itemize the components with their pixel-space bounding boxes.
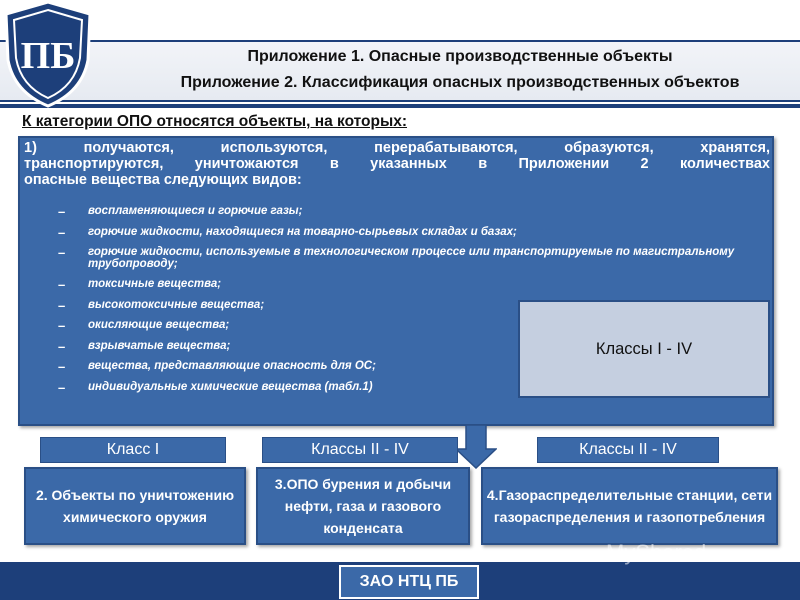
list-item — [58, 206, 770, 218]
shield-logo-icon — [2, 0, 94, 108]
dash-icon: – — [58, 318, 66, 333]
intro-line-1: 1) получаются, используются, перерабатываются, образуются, хранятся, — [24, 140, 770, 156]
list-item-text: токсичные вещества; — [88, 278, 222, 290]
logo-text: ПБ — [20, 35, 76, 77]
list-item-text: горючие жидкости, находящиеся на товарно-сырьевых складах и базах; — [88, 225, 517, 238]
list-item-text: вещества, представляющие опасность для ОС; — [88, 360, 376, 372]
dash-icon: – — [58, 338, 66, 354]
company-name: ЗАО НТЦ ПБ — [339, 565, 479, 599]
list-item-text: взрывчатые вещества; — [88, 339, 231, 352]
class-label-right: Классы II - IV — [537, 437, 719, 463]
dash-icon: – — [58, 359, 66, 374]
list-item — [58, 247, 770, 270]
section-subtitle: К категории ОПО относятся объекты, на которых: — [22, 113, 408, 130]
list-item-text: окисляющие вещества; — [88, 319, 230, 331]
list-item-text: воспламеняющиеся и горючие газы; — [88, 205, 303, 217]
dash-icon: – — [58, 379, 66, 395]
header-divider — [0, 104, 800, 108]
class-label-middle: Классы II - IV — [262, 437, 458, 463]
intro-line-2: транспортируются, уничтожаются в указанных в Приложении 2 количествах — [24, 156, 770, 172]
list-item — [58, 279, 770, 291]
list-item-text: горючие жидкости, используемые в технологическом процессе или транспортируемые по магистральному трубопроводу; — [88, 246, 735, 270]
list-item-text: индивидуальные химические вещества (табл.1) — [88, 380, 373, 393]
dash-icon: – — [58, 224, 66, 240]
watermark: MyShared — [606, 540, 707, 565]
classes-box: Классы I - IV — [518, 300, 770, 398]
intro-line-3: опасные вещества следующих видов: — [24, 172, 302, 188]
arrow-down-icon — [455, 425, 497, 469]
class-label-left: Класс I — [40, 437, 226, 463]
category-box-chemical-weapons: 2. Объекты по уничтожению химического оружия — [24, 467, 246, 545]
category-box-drilling: 3.ОПО бурения и добычи нефти, газа и газового конденсата — [256, 467, 470, 545]
panel-intro — [24, 140, 770, 188]
header-title-1: Приложение 1. Опасные производственные объекты — [247, 48, 673, 65]
dash-icon: – — [58, 204, 66, 219]
dash-icon: – — [58, 277, 66, 292]
category-box-gas-distribution: 4.Газораспределительные станции, сети газораспределения и газопотребления — [481, 467, 778, 545]
dash-icon: – — [58, 297, 66, 313]
dash-icon: – — [58, 245, 66, 260]
list-item — [58, 224, 770, 240]
list-item-text: высокотоксичные вещества; — [88, 298, 265, 311]
header-title-2: Приложение 2. Классификация опасных производственных объектов — [180, 74, 740, 91]
